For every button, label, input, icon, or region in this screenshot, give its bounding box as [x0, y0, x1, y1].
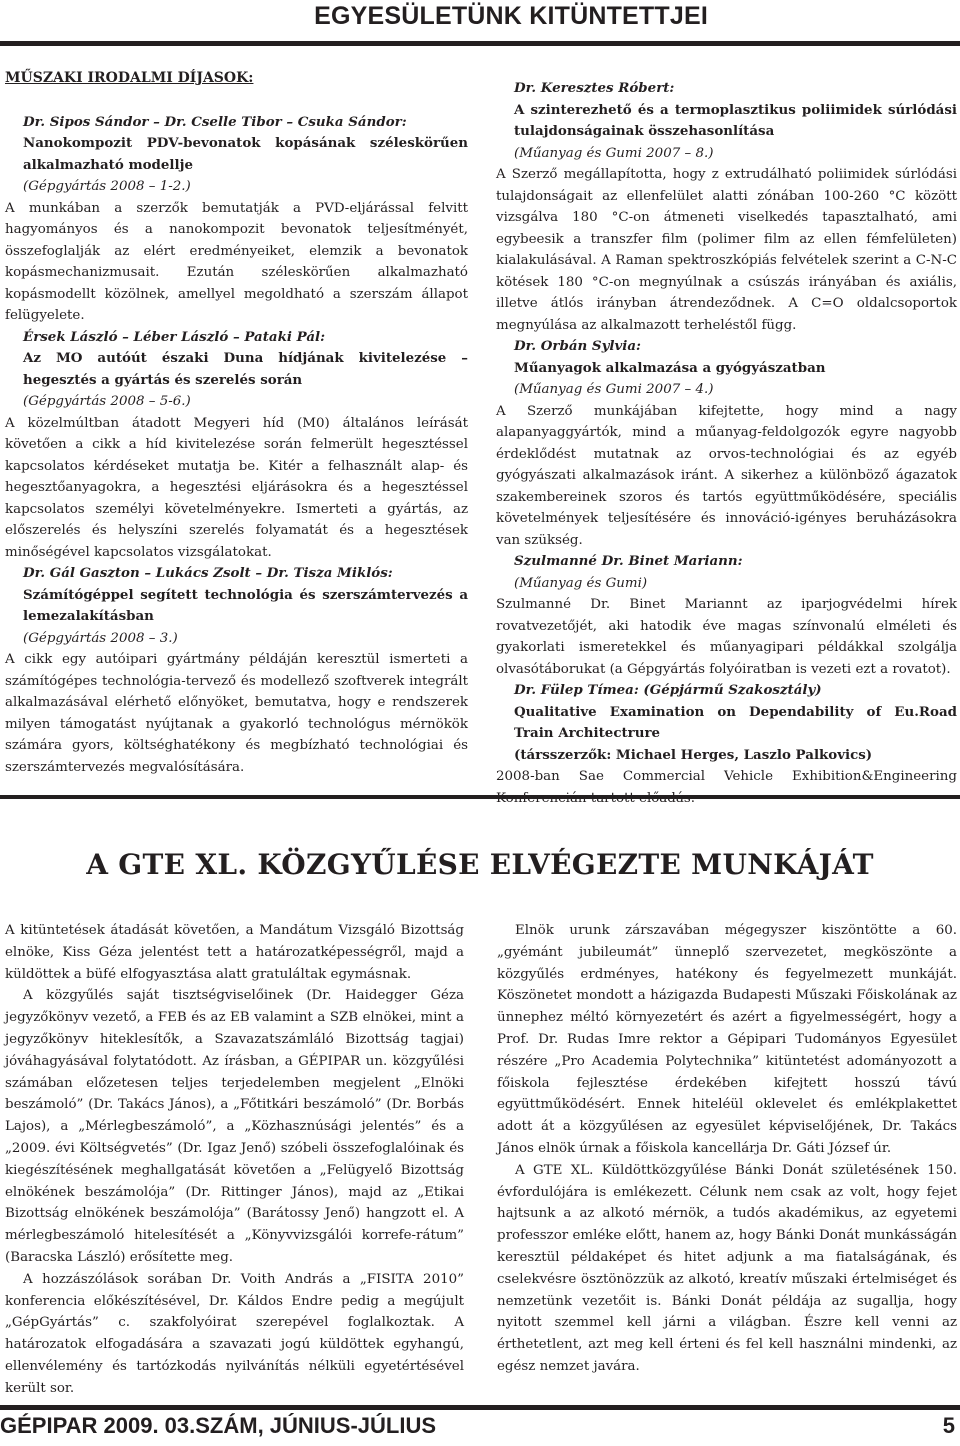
- entry-source: (Gépgyártás 2008 – 1-2.): [23, 179, 191, 194]
- footer-divider: [0, 1405, 960, 1410]
- footer-publication: GÉPIPAR 2009. 03.SZÁM, JÚNIUS-JÚLIUS: [0, 1413, 437, 1438]
- section2-left-column: [5, 920, 464, 1400]
- left-column: [5, 68, 468, 778]
- entry-coauthors: (társszerzők: Michael Herges, Laszlo Palkovics): [514, 746, 873, 763]
- entry-authors: Szulmanné Dr. Binet Mariann:: [514, 553, 743, 569]
- entry-source: (Műanyag és Gumi 2007 – 4.): [514, 382, 714, 397]
- paragraph: A GTE XL. Küldöttközgyűlése Bánki Donát születésének 150. évfordulójára is emlékezett. Célunk nem csak az volt, hogy fejet hajtsunk a az alkotó mérnök, a tudós akadémikus, az egyetemi professzor emléke előtt, hanem az, hogy Bánki Donát munkásságán keresztül példaképet és hitet adjunk a ma fiatalságának, és cselekvésre ösztönözzük az alkotó, kreatív műszaki értelmiséget és nemzetünk vezetőit is. Bánki Donát példája az sugallja, hogy nyitott szemmel kell járni a világban. Észre kell venni az érthetetlent, azt meg kell érteni és fel kell használni mindenki, az egész nemzet javára.: [497, 1162, 957, 1374]
- entry-body: Szulmanné Dr. Binet Mariannt az iparjogvédelmi hírek rovatvezetőjét, aki hatodik éve magas színvonalú elméleti és gyakorlati ismeretekkel és műanyagipari példákkal szolgálja olvasótáborukat (a Gépgyártás folyóiratban is vezeti ezt a rovatot).: [496, 597, 957, 677]
- entry-body: A Szerző megállapította, hogy z extrudálható poliimidek súrlódási tulajdonságait az ellenfelület alatti zónában 100-260 °C között vizsgálva 180 °C-on átmeneti viselkedés tapasztalható, ami egybeesik a transzfer film (polimer film az ellen fémfelületen) kialakulásával. A Raman spektroszkópiás felvételek szerint a C-N-C kötések 180 °C-on megnyúlnak a csúszás irányában és axiális, illetve átlós irányban átrendeződnek. A C=O oldalcsoportok megnyúlása az alkalmazott terheléstől függ.: [496, 167, 957, 333]
- entry-title: Műanyagok alkalmazása a gyógyászatban: [514, 359, 826, 376]
- entry-authors: Dr. Fülep Tímea: (Gépjármű Szakosztály): [514, 682, 822, 698]
- entry-body: A cikk egy autóipari gyártmány példáján keresztül ismerteti a számítógépes technológia-tervező és modellező szoftverek integrált alkalmazásával elérhető előnyöket, bemutatva, hogy e rendszerek milyen támogatást nyújtanak a gyakorló technológus mérnökök számára gyors, költséghatékony és megbízható technológiai és szerszámtervezés megvalósítására.: [5, 652, 468, 775]
- entry-body: A Szerző munkájában kifejtette, hogy mind a nagy alapanyaggyártók, mind a műanyag-feldolgozók egyre nagyobb érdeklődést mutatnak az orvos-technológiai és az egyéb gyógyászati alkalmazások iránt. A sikerhez a különböző ágazatok szakembereinek szoros és tartós együttműködésére, speciális követelmények teljesítésére és innováció-igényes beruházásokra van szükség.: [496, 403, 957, 548]
- entry-authors: Érsek László – Léber László – Pataki Pál:: [23, 328, 326, 345]
- entry-authors: Dr. Sipos Sándor – Dr. Cselle Tibor – Csuka Sándor:: [23, 113, 407, 130]
- right-column: [496, 78, 957, 809]
- entry-source: (Műanyag és Gumi 2007 – 8.): [514, 145, 714, 161]
- entry-body: A közelmúltban átadott Megyeri híd (M0) általános leírását követően a cikk a híd kivitelezése során felmerült hegesztéssel kapcsolatos kérdéseket mutatja be. Kitér a felhasznált alap- és hegesztőanyagokra, a hegesztési eljárásokra és a hegesztéssel kapcsolatos személyi követelményekre. Ismerteti a gyártás, az előszerelés és helyszíni szerelés folyamatát és a hegesztések minőségével kapcsolatos vizsgálatokat.: [5, 415, 468, 560]
- entry-body: 2008-ban Sae Commercial Vehicle Exhibition&Engineering: [496, 769, 957, 784]
- entry-title: Az MO autóút északi Duna hídjának kivitelezése – hegesztés a gyártás és szerelés során: [23, 350, 468, 388]
- entry-title: Számítógéppel segített technológia és szerszámtervezés a lemezalakításban: [23, 586, 468, 624]
- entry-source: (Gépgyártás 2008 – 5-6.): [23, 394, 191, 409]
- entry-title: Qualitative Examination on Dependability of Eu.Road Train Architectrure: [514, 703, 957, 741]
- paragraph: Elnök urunk zárszavában mégegyszer kiszöntötte a 60. „gyémánt jubileumát” ünneplő szervezetet, megköszönte a közgyűlés erdményes, hatékony és fegyelmezett munkáját. Köszönetet mondott a házigazda Budapesti Műszaki Főiskolának az ünnephez méltó környezetért és azért a figyelmességért, hogy a Prof. Dr. Rudas Imre rektor a Gépipari Tudományos Egyesület részére „Pro Academia Polytechnika” kitüntetést adományozott a főiskola fejlesztése érdekében kifejtett hosszú távú együttműködésért. Ennek hiteléül oklevelet és emlékplakettet adott át a közgyűlésen az egyesület képviselőjének, Dr. Takács János elnök úrnak a főiskola kancellárja Dr. Gáti József úr.: [497, 923, 957, 1156]
- paragraph: A kitüntetések átadását követően, a Mandátum Vizsgáló Bizottság elnöke, Kiss Géza jelentést tett a határozatképességről, majd a küldöttek a büfé elfogyasztása alatt gratuláltak egymásnak.: [5, 923, 464, 982]
- section2-right-column: [497, 920, 957, 1378]
- entry-source: (Műanyag és Gumi): [514, 575, 648, 591]
- entry-source: (Gépgyártás 2008 – 3.): [23, 630, 178, 646]
- section-divider: [0, 795, 960, 799]
- paragraph: A hozzászólások sorában Dr. Voith András a „FISITA 2010” konferencia előkészítésével, Dr. Káldos Endre pedig a megújult „GépGyártás” c. szakfolyóirat szerepével foglalkoztak. A határozatok elfogadására a szavazati jogú küldöttek egyhangú, ellenvélemény és tartózkodás nyilvánítás nélküli egyetértésével került sor.: [5, 1271, 464, 1396]
- entry-title: Nanokompozit PDV-bevonatok kopásának széleskörűen alkalmazható modellje: [23, 135, 468, 173]
- entry-authors: Dr. Keresztes Róbert:: [514, 80, 675, 96]
- paragraph: A közgyűlés saját tisztségviselőinek (Dr. Haidegger Géza jegyzőkönyv vezető, a FEB és az EB valamint a SZB elnökei, mint a jegyzőkönyv hiteklesítők, a Szavazatszámláló Bizottság tagjai) jóváhagyásával folytatódott. Az írásban, a GÉPIPAR un. közgyűlési számában előzetesen teljes terjedelemben megjelent „Elnöki beszámoló” (Dr. Takács János), a „Főtitkári beszámoló” (Dr. Borbás Lajos), a „Mérlegbeszámoló”, a „Közhasznúsági jelentés” és a „2009. évi Költségvetés” (Dr. Igaz Jenő) szóbeli összefoglalóinak és kiegészítésének meghallgatását követően a „Felügyelő Bizottság elnökének beszámolója” (Dr. Rittinger János), majd az „Etikai Bizottság elnökének beszámolója” (Barátossy Jenő) hangzott el. A mérlegbeszámoló hitelesítését a „Könyvvizsgálói korrefe-rátum” (Baracska László) erősítette meg.: [5, 988, 464, 1265]
- page-header-title: EGYESÜLETÜNK KITÜNTETTJEI: [314, 2, 708, 30]
- entry-body: A munkában a szerzők bemutatják a PVD-eljárással felvitt hagyományos és a nanokompozit bevonatok teljesítményét, összefoglalják az elért eredményeiket, elemzik a bevonatok kopásmechanizmusait. Ezután széleskörűen alkalmazható kopásmodellt közölnek, amellyel megoldható a szerszám állapot felügyelete.: [5, 200, 468, 323]
- entry-authors: Dr. Gál Gaszton – Lukács Zsolt – Dr. Tisza Miklós:: [23, 565, 393, 581]
- entry-authors: Dr. Orbán Sylvia:: [514, 338, 641, 354]
- page-number: 5: [942, 1413, 955, 1438]
- section-heading: MŰSZAKI IRODALMI DÍJASOK:: [5, 70, 254, 86]
- entry-title: A szinterezhető és a termoplasztikus poliimidek súrlódási tulajdonságainak összehasonlítása: [514, 101, 957, 139]
- header-divider: [0, 41, 960, 46]
- section2-title: A GTE XL. KÖZGYŰLÉSE ELVÉGEZTE MUNKÁJÁT: [86, 848, 874, 881]
